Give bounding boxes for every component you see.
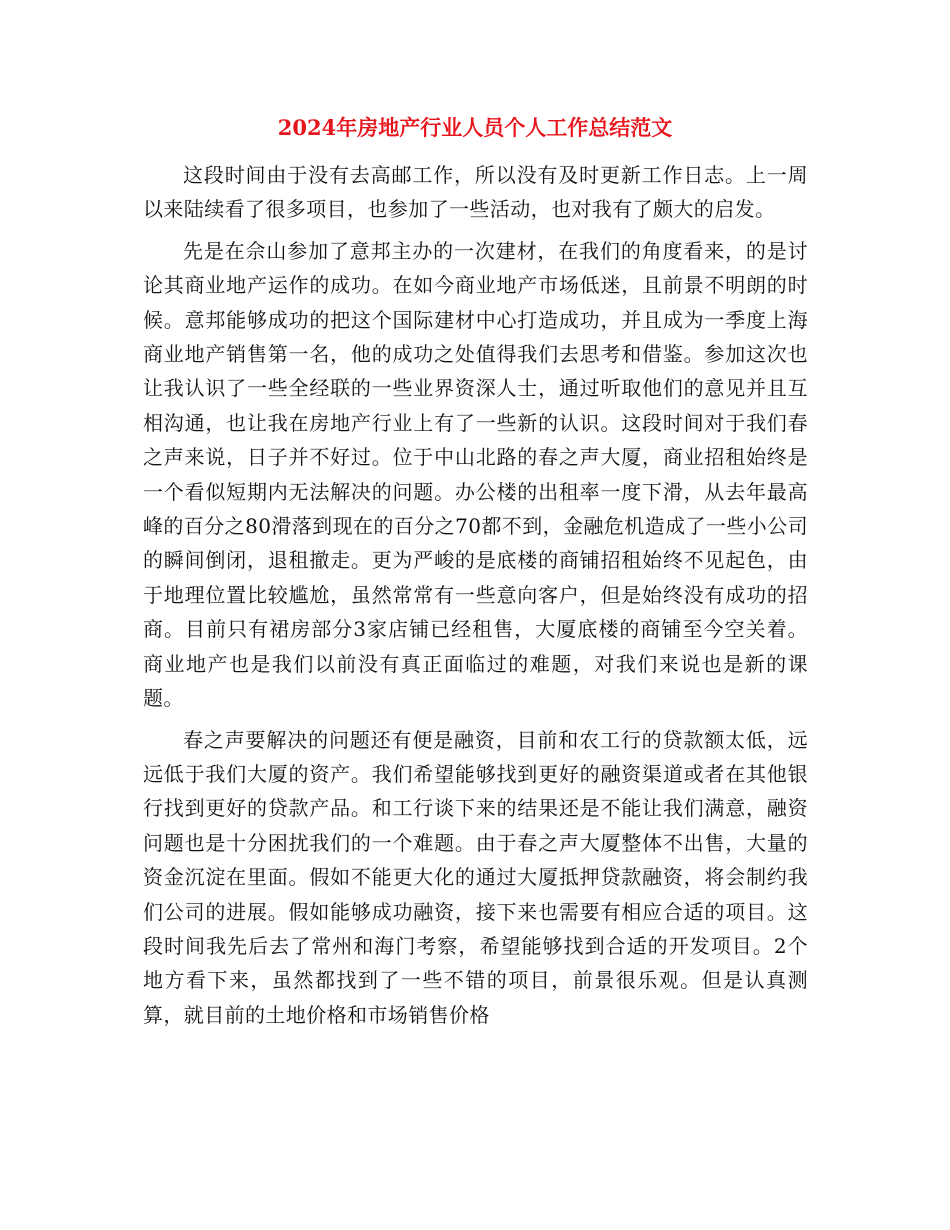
paragraph-1: 这段时间由于没有去高邮工作，所以没有及时更新工作日志。上一周以来陆续看了很多项目，也参加了一些活动，也对我有了颇大的启发。 xyxy=(143,163,808,222)
paragraph-3: 春之声要解决的问题还有便是融资，目前和农工行的贷款额太低，远远低于我们大厦的资产。我们希望能够找到更好的融资渠道或者在其他银行找到更好的贷款产品。和工行谈下来的结果还是不能让我们满意，融资问题也是十分困扰我们的一个难题。由于春之声大厦整体不出售，大量的资金沉淀在里面。假如不能更大化的通过大厦抵押贷款融资，将会制约我们公司的进展。假如能够成功融资，接下来也需要有相应合适的项目。这段时间我先后去了常州和海门考察，希望能够找到合适的开发项目。2个地方看下来，虽然都找到了一些不错的项目，前景很乐观。但是认真测算，就目前的土地价格和市场销售价格 xyxy=(143,727,808,1027)
document-title: 2024年房地产行业人员个人工作总结范文 xyxy=(277,115,673,140)
document-body xyxy=(143,158,808,1039)
paragraph-2: 先是在佘山参加了意邦主办的一次建材，在我们的角度看来，的是讨论其商业地产运作的成功。在如今商业地产市场低迷，且前景不明朗的时候。意邦能够成功的把这个国际建材中心打造成功，并且成为一季度上海商业地产销售第一名，他的成功之处值得我们去思考和借鉴。参加这次也让我认识了一些全经联的一些业界资深人士，通过听取他们的意见并且互相沟通，也让我在房地产行业上有了一些新的认识。这段时间对于我们春之声来说，日子并不好过。位于中山北路的春之声大厦，商业招租始终是一个看似短期内无法解决的问题。办公楼的出租率一度下滑，从去年最高峰的百分之80滑落到现在的百分之70都不到，金融危机造成了一些小公司的瞬间倒闭，退租撤走。更为严峻的是底楼的商铺招租始终不见起色，由于地理位置比较尴尬，虽然常常有一些意向客户，但是始终没有成功的招商。目前只有裙房部分3家店铺已经租售，大厦底楼的商铺至今空关着。商业地产也是我们以前没有真正面临过的难题，对我们来说也是新的课题。 xyxy=(143,238,808,711)
